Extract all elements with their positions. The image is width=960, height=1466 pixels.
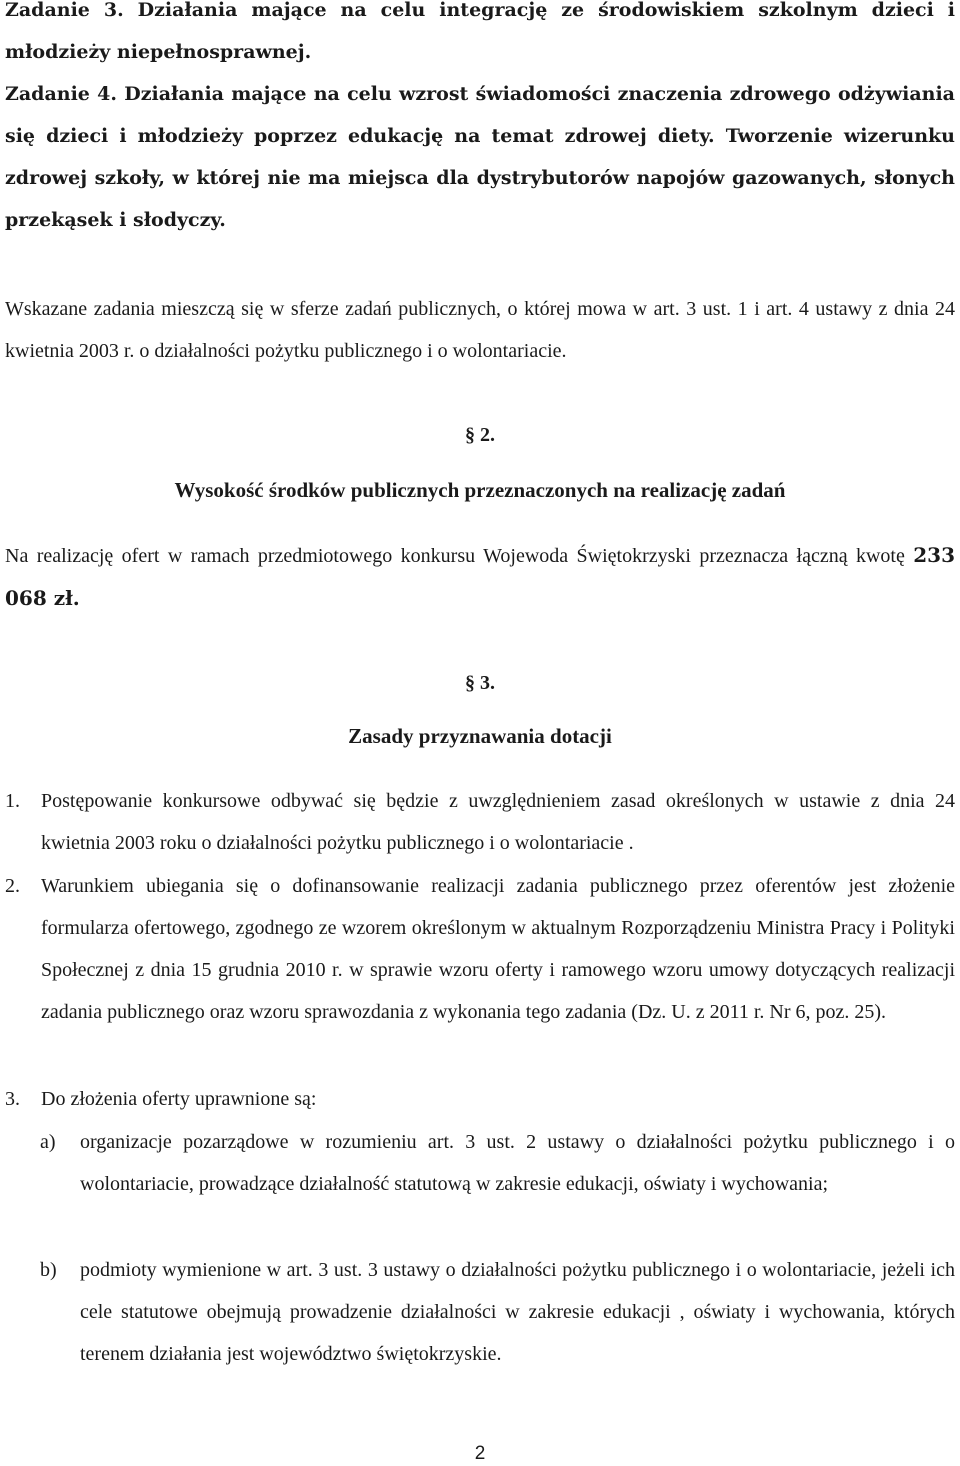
page-number: 2 [474,1443,486,1464]
eligible-item-label: a) [40,1131,56,1153]
funding-text: Na realizację ofert w ramach przedmiotowego konkursu Wojewoda Świętokrzyski przeznacza łączną kwotę [5,545,914,567]
section-2-marker: § 2. [465,424,495,446]
funding-amount: 233 068 zł. [5,543,955,610]
section-3-heading: Zasady przyznawania dotacji [348,724,612,748]
rule-item-number: 3. [5,1088,20,1110]
scope-paragraph: Wskazane zadania mieszczą się w sferze zadań publicznych, o której mowa w art. 3 ust. 1 i art. 4 ustawy z dnia 24 kwietnia 2003 r. o działalności pożytku publicznego i o wolontariacie. [5,298,955,362]
rule-item-number: 2. [5,875,20,897]
rule-item-text: Do złożenia oferty uprawnione są: [41,1088,317,1110]
task-3-paragraph: Zadanie 3. Działania mające na celu integrację ze środowiskiem szkolnym dzieci i młodzieży niepełnosprawnej. [5,0,955,63]
eligible-item-text: podmioty wymienione w art. 3 ust. 3 ustawy o działalności pożytku publicznego i o wolontariacie, jeżeli ich cele statutowe obejmują prowadzenie działalności w zakresie edukacji , oświaty i wychowania, których terenem działania jest województwo świętokrzyskie. [80,1259,955,1365]
task-4-paragraph: Zadanie 4. Działania mające na celu wzrost świadomości znaczenia zdrowego odżywiania się dzieci i młodzieży poprzez edukację na temat zdrowej diety. Tworzenie wizerunku zdrowej szkoły, w której nie ma miejsca dla dystrybutorów napojów gazowanych, słonych przekąsek i słodyczy. [5,83,955,231]
rule-item-text: Postępowanie konkursowe odbywać się będzie z uwzględnieniem zasad określonych w ustawie z dnia 24 kwietnia 2003 roku o działalności pożytku publicznego i o wolontariacie . [41,790,955,854]
section-3-marker: § 3. [465,672,495,694]
section-2-heading: Wysokość środków publicznych przeznaczonych na realizację zadań [174,478,786,502]
funding-paragraph [5,534,955,620]
rule-item-number: 1. [5,790,20,812]
rule-item-text: Warunkiem ubiegania się o dofinansowanie realizacji zadania publicznego przez oferentów jest złożenie formularza ofertowego, zgodnego ze wzorem określonym w aktualnym Rozporządzeniu Ministra Pracy i Polityki Społecznej z dnia 15 grudnia 2010 r. w sprawie wzoru oferty i ramowego wzoru umowy dotyczących realizacji zadania publicznego oraz wzoru sprawozdania z wykonania tego zadania (Dz. U. z 2011 r. Nr 6, poz. 25). [41,875,955,1023]
eligible-item-label: b) [40,1259,57,1281]
eligible-item-text: organizacje pozarządowe w rozumieniu art. 3 ust. 2 ustawy o działalności pożytku publicznego i o wolontariacie, prowadzące działalność statutową w zakresie edukacji, oświaty i wychowania; [80,1131,955,1195]
